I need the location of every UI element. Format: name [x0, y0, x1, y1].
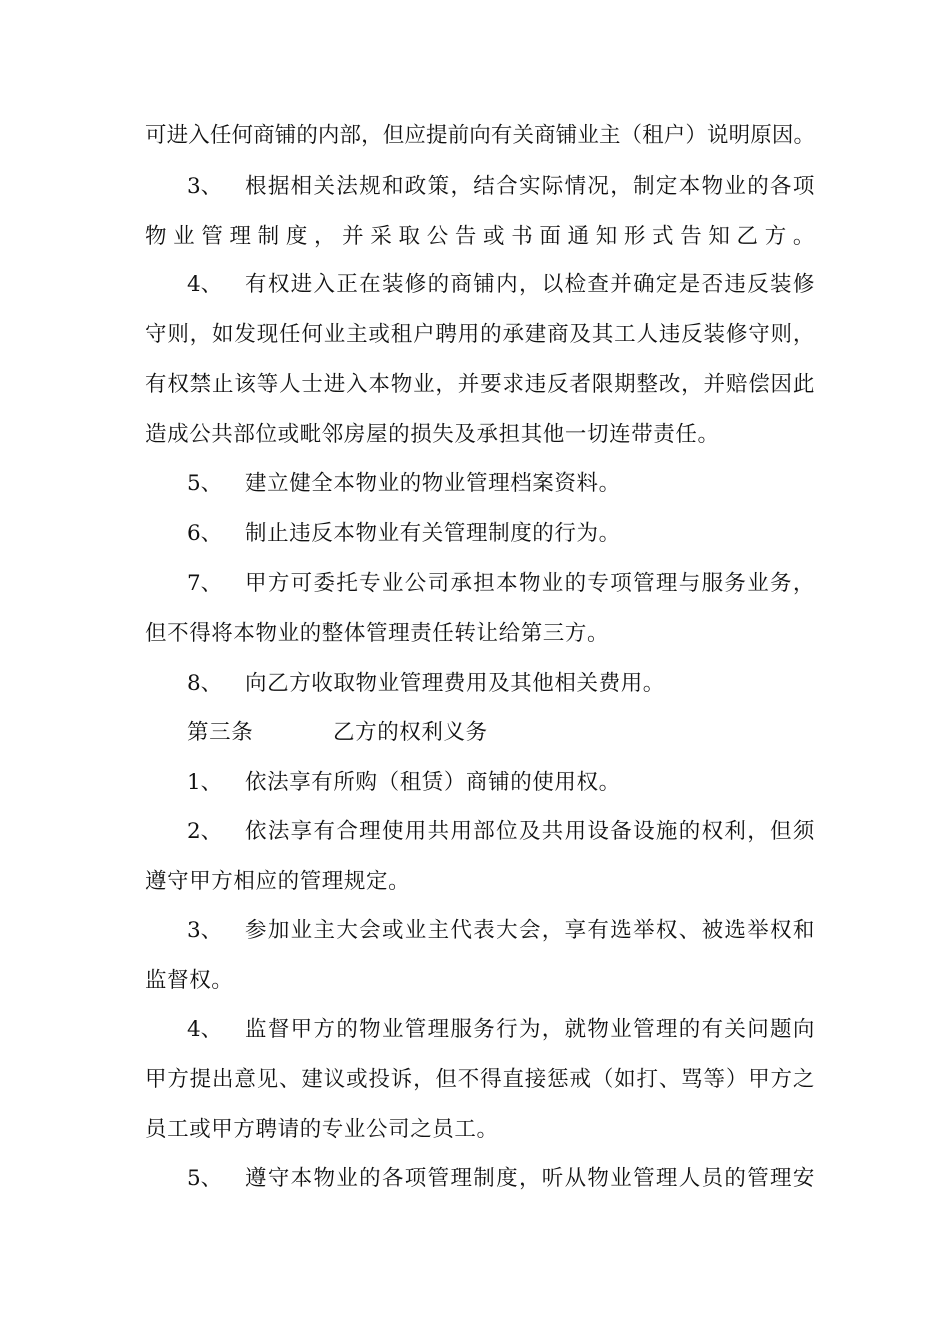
item-number: 4、 [187, 1017, 223, 1042]
party-b-item-2 [187, 815, 815, 849]
party-a-item-6 [187, 517, 815, 551]
item-text: 参加业主大会或业主代表大会，享有选举权、被选举权和 [245, 918, 815, 943]
party-a-item-5 [187, 467, 815, 501]
party-a-item-3-cont: 物业管理制度，并采取公告或书面通知形式告知乙方。 [145, 224, 815, 249]
article-label: 第三条 [187, 720, 254, 745]
party-b-item-4 [187, 1013, 815, 1047]
party-a-item-3 [187, 170, 815, 204]
party-a-item-7 [187, 567, 815, 601]
item-text: 依法享有所购（租赁）商铺的使用权。 [245, 770, 621, 795]
item-number: 7、 [187, 571, 223, 596]
item-number: 4、 [187, 272, 223, 297]
party-a-item-4-cont-3: 造成公共部位或毗邻房屋的损失及承担其他一切连带责任。 [145, 422, 720, 447]
item-number: 8、 [187, 671, 223, 696]
party-a-item-4-cont-2: 有权禁止该等人士进入本物业，并要求违反者限期整改，并赔偿因此 [145, 372, 815, 397]
item-text: 向乙方收取物业管理费用及其他相关费用。 [245, 671, 665, 696]
item-text: 遵守本物业的各项管理制度，听从物业管理人员的管理安 [245, 1166, 815, 1191]
item-number: 5、 [187, 1166, 223, 1191]
item-text: 监督甲方的物业管理服务行为，就物业管理的有关问题向 [245, 1017, 815, 1042]
party-a-item-8 [187, 667, 815, 701]
item-number: 3、 [187, 918, 223, 943]
item-text: 建立健全本物业的物业管理档案资料。 [245, 471, 621, 496]
party-a-item-4-cont-1: 守则，如发现任何业主或租户聘用的承建商及其工人违反装修守则， [145, 322, 815, 347]
item-number: 1、 [187, 770, 223, 795]
item-number: 3、 [187, 174, 223, 199]
party-a-item-7-cont: 但不得将本物业的整体管理责任转让给第三方。 [145, 621, 610, 646]
item-number: 6、 [187, 521, 223, 546]
item-number: 2、 [187, 819, 223, 844]
party-b-item-1 [187, 766, 815, 800]
party-b-item-3-cont: 监督权。 [145, 968, 234, 993]
item-text: 制止违反本物业有关管理制度的行为。 [245, 521, 621, 546]
item-text: 甲方可委托专业公司承担本物业的专项管理与服务业务， [245, 571, 815, 596]
item-text: 依法享有合理使用共用部位及共用设备设施的权利，但须 [245, 819, 815, 844]
party-b-item-4-cont-2: 员工或甲方聘请的专业公司之员工。 [145, 1117, 499, 1142]
item-number: 5、 [187, 471, 223, 496]
party-b-item-3 [187, 914, 815, 948]
party-a-item-4 [187, 268, 815, 302]
article-heading [187, 716, 815, 750]
continuation-line: 可进入任何商铺的内部，但应提前向有关商铺业主（租户）说明原因。 [145, 123, 815, 148]
item-text: 有权进入正在装修的商铺内，以检查并确定是否违反装修 [245, 272, 815, 297]
article-title: 乙方的权利义务 [333, 720, 488, 745]
party-b-item-5 [187, 1162, 815, 1196]
party-b-item-4-cont-1: 甲方提出意见、建议或投诉，但不得直接惩戒（如打、骂等）甲方之 [145, 1067, 815, 1092]
item-text: 根据相关法规和政策，结合实际情况，制定本物业的各项 [245, 174, 815, 199]
party-b-item-2-cont: 遵守甲方相应的管理规定。 [145, 869, 411, 894]
